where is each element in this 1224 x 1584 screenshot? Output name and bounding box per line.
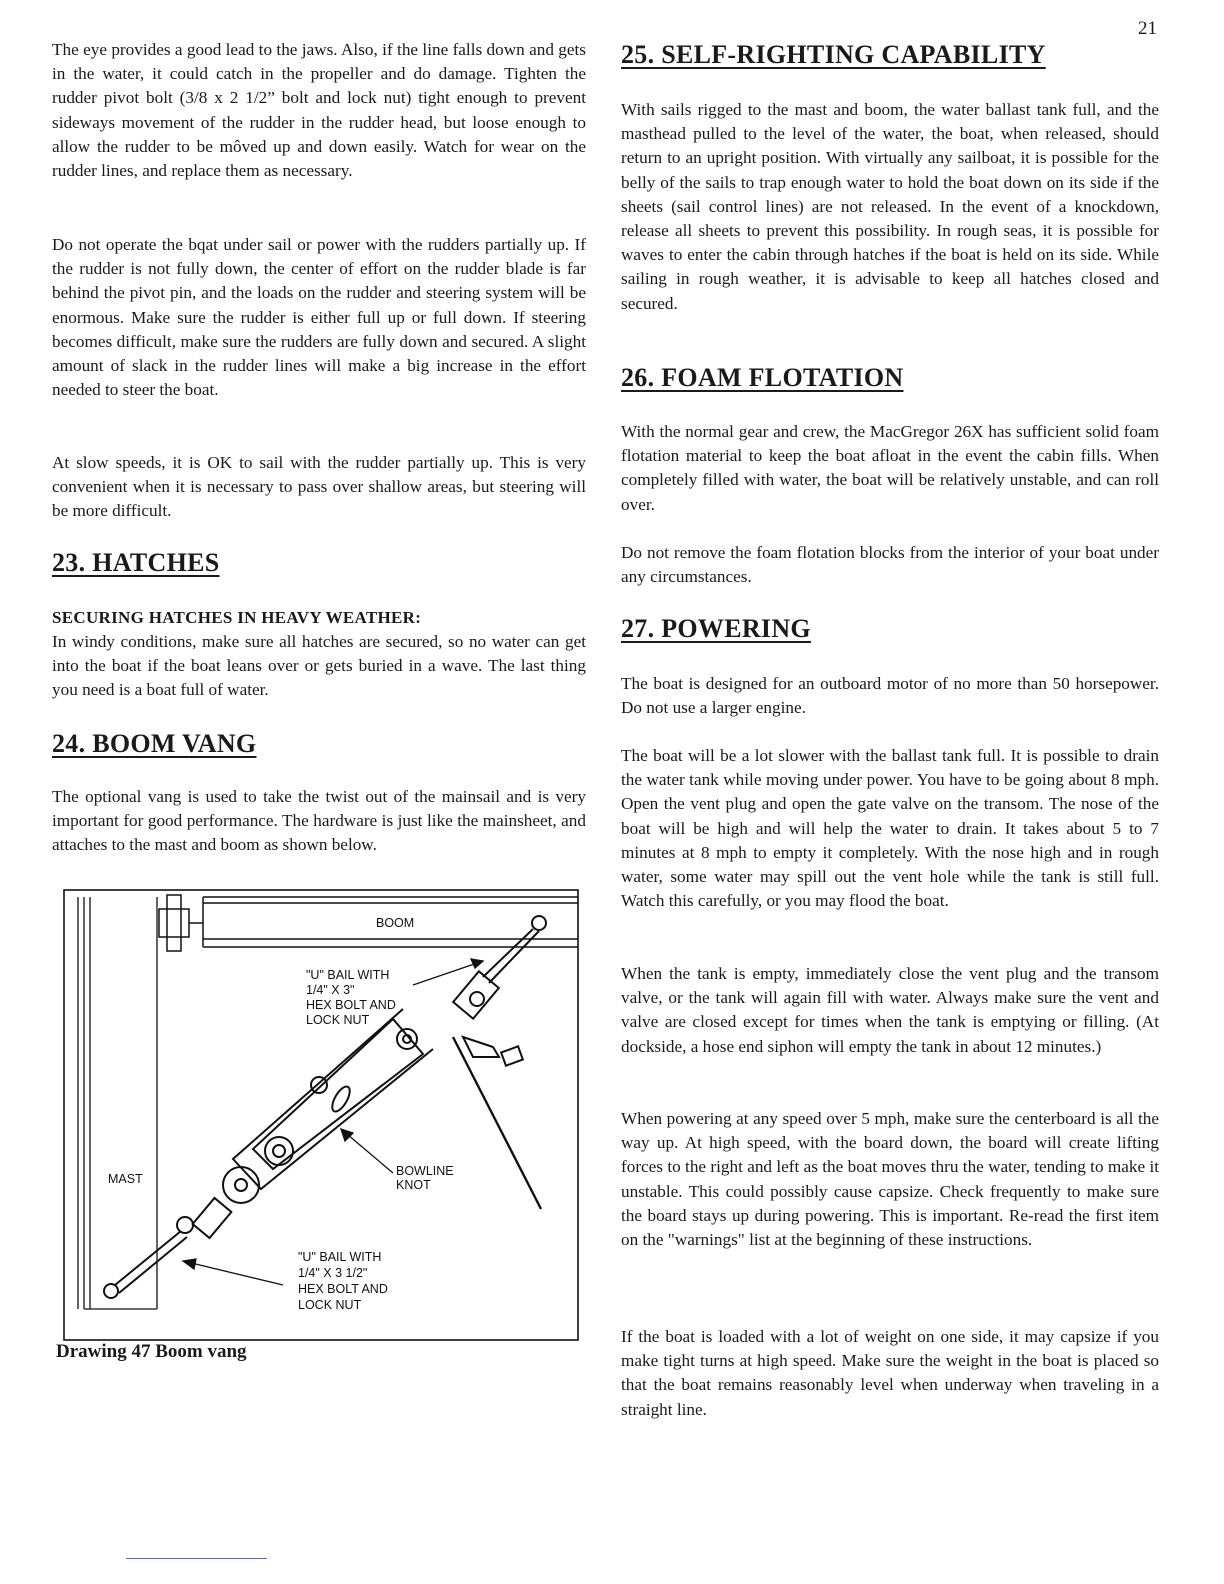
label-mast: MAST [108,1172,143,1186]
section-27-paragraph-2: The boat will be a lot slower with the ballast tank full. It is possible to drain the water tank while moving under power. You have to be going about 8 mph. Open the vent plug and open the gate valve on the transom. The nose of the boat will be high and will help the water to drain. It takes about 5 to 7 minutes at 8 mph to empty it completely. With the nose high and in rough water, some water may spill out the vent hole while the tank is still full. Watch this carefully, or you may flood the boat. [621,746,1159,911]
section-23-heading: 23. HATCHES [52,548,220,577]
section-27-paragraph-4: When powering at any speed over 5 mph, make sure the centerboard is all the way up. At high speed, with the board down, the board will create lifting forces to the right and left as the boat moves thru the water, tending to make it unstable. This could possibly cause capsize. Check frequently to make sure the board stays up during powering. This is important. Re-read the first item on the "warnings" list at the beginning of these instructions. [621,1109,1159,1250]
section-27-heading: 27. POWERING [621,614,811,643]
section-27-paragraph-1: The boat is designed for an outboard motor of no more than 50 horsepower. Do not use a larger engine. [621,674,1159,718]
label-u-bail-top-line4: LOCK NUT [306,1013,370,1027]
label-bowline-line1: BOWLINE [396,1164,454,1178]
section-26-paragraph-1: With the normal gear and crew, the MacGregor 26X has sufficient solid foam flotation material to keep the boat afloat in the event the cabin fills. When completely filled with water, the boat will be relatively unstable, and can roll over. [621,422,1159,514]
label-u-bail-top-line2: 1/4" X 3" [306,983,355,997]
section-23-subheading: SECURING HATCHES IN HEAVY WEATHER: [52,608,422,627]
page-number: 21 [1138,18,1157,39]
section-26-paragraph-2: Do not remove the foam flotation blocks from the interior of your boat under any circumstances. [621,543,1159,587]
label-boom: BOOM [376,916,415,930]
scan-artifact-line [126,1558,267,1559]
label-u-bail-bottom-line4: LOCK NUT [298,1298,362,1312]
section-24-heading: 24. BOOM VANG [52,729,257,758]
boom-vang-svg [63,889,579,1341]
rudder-paragraph-2: Do not operate the bqat under sail or power with the rudders partially up. If the rudder is not fully down, the center of effort on the rudder blade is far behind the pivot pin, and the loads on the rudder and steering system will be enormous. Make sure the rudder is either full up or full down. If steering becomes difficult, make sure the rudders are fully down and secured. A slight amount of slack in the rudder lines will make a big increase in the effort needed to steer the boat. [52,235,586,400]
boom-vang-drawing [63,889,579,1341]
section-27-paragraph-5: If the boat is loaded with a lot of weight on one side, it may capsize if you make tight turns at high speed. Make sure the weight in the boat is placed so that the boat remains reasonably level when underway when traveling in a straight line. [621,1327,1159,1419]
boom-shape [159,895,578,951]
label-bowline-line2: KNOT [396,1178,431,1192]
section-25-paragraph: With sails rigged to the mast and boom, the water ballast tank full, and the masthead pulled to the level of the water, the boat, when released, should return to an upright position. With virtually any sailboat, it is possible for the belly of the sails to trap enough water to hold the boat down on its side if the sheets (sail control lines) are not released. In the event of a knockdown, release all sheets to prevent this possibility. In rough seas, it is possible for waves to enter the cabin through hatches if the boat is held on its side. While sailing in rough weather, it is advisable to keep all hatches closed and secured. [621,100,1159,313]
rudder-paragraph-1: The eye provides a good lead to the jaws. Also, if the line falls down and gets in the water, it could catch in the propeller and do damage. Tighten the rudder pivot bolt (3/8 x 2 1/2” bolt and lock nut) tight enough to prevent sideways movement of the rudder in the rudder head, but loose enough to allow the rudder to be môved up and down easily. Watch for wear on the rudder lines, and replace them as necessary. [52,40,586,181]
label-u-bail-top-line3: HEX BOLT AND [306,998,396,1012]
section-24-paragraph: The optional vang is used to take the twist out of the mainsail and is very important for good performance. The hardware is just like the mainsheet, and attaches to the mast and boom as shown below. [52,787,586,855]
section-26-heading: 26. FOAM FLOTATION [621,363,904,392]
label-u-bail-bottom-line2: 1/4" X 3 1/2" [298,1266,368,1280]
label-u-bail-top-line1: "U" BAIL WITH [306,968,390,982]
mast-shape [78,897,157,1309]
label-u-bail-bottom-line1: "U" BAIL WITH [298,1250,382,1264]
section-25-heading: 25. SELF-RIGHTING CAPABILITY [621,40,1046,69]
section-27-paragraph-3: When the tank is empty, immediately close the vent plug and the transom valve, or the tank will again fill with water. Always make sure the vent and valve are closed except for times when the tank is emptying or filling. (At dockside, a hose end siphon will empty the tank in about 12 minutes.) [621,964,1159,1056]
label-u-bail-bottom-line3: HEX BOLT AND [298,1282,388,1296]
section-23-paragraph: In windy conditions, make sure all hatches are secured, so no water can get into the boat if the boat leans over or gets buried in a wave. The last thing you need is a boat full of water. [52,632,586,700]
rudder-paragraph-3: At slow speeds, it is OK to sail with the rudder partially up. This is very convenient when it is necessary to pass over shallow areas, but steering will be more difficult. [52,453,586,521]
figure-caption: Drawing 47 Boom vang [56,1341,247,1362]
